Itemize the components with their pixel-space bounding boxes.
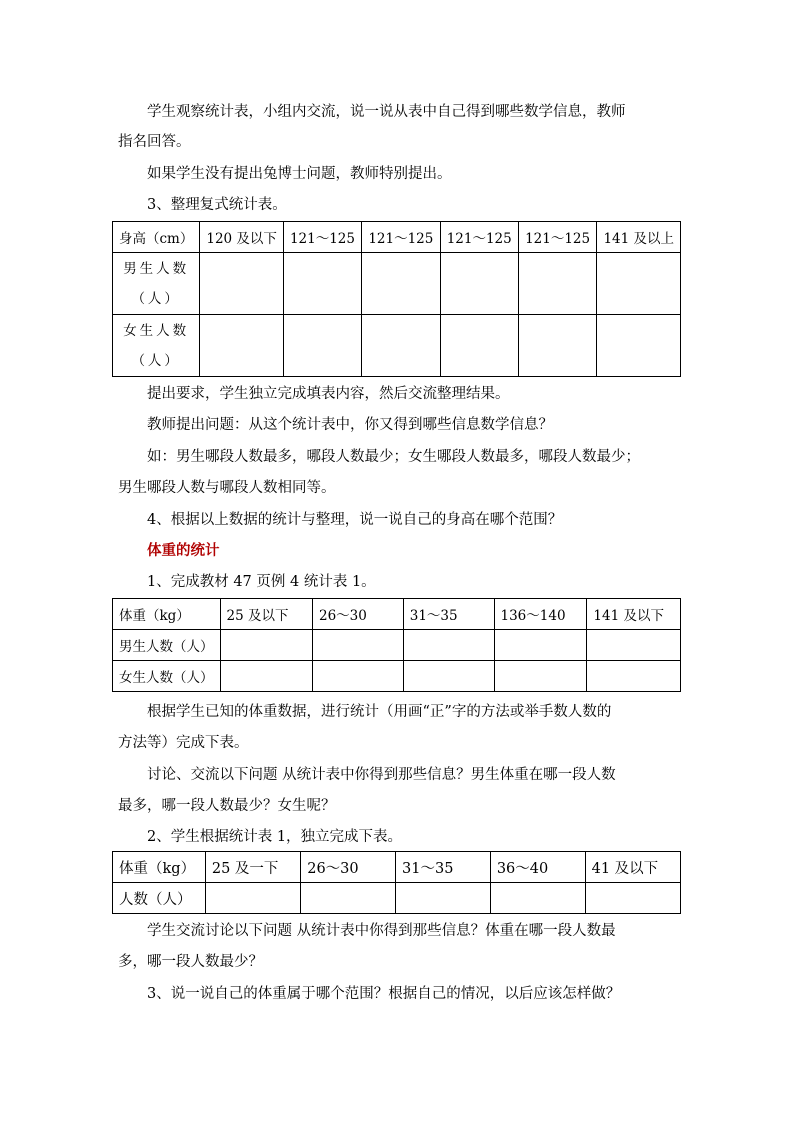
table-cell: 体重（kg） <box>113 599 221 630</box>
table-cell <box>587 630 681 661</box>
table-row <box>113 253 681 315</box>
paragraph-step4: 4、根据以上数据的统计与整理，说一说自己的身高在哪个范围？ <box>147 512 563 528</box>
paragraph-observe-cont: 指名回答。 <box>118 134 191 150</box>
table-cell <box>283 315 361 377</box>
weight-table-1-header <box>113 599 681 630</box>
table-cell: 120 及以下 <box>200 222 284 253</box>
table-row <box>113 661 681 692</box>
row-label-people: 人数（人） <box>113 883 206 914</box>
table-cell <box>200 253 284 315</box>
paragraph-observe: 学生观察统计表，小组内交流，说一说从表中自己得到哪些数学信息，教师 <box>147 104 626 120</box>
table-cell <box>362 253 440 315</box>
row-label-line: 男生人数 <box>123 260 190 277</box>
table-cell: 25 及一下 <box>205 852 300 883</box>
row-label-line: （人） <box>131 352 181 369</box>
table-cell: 141 及以下 <box>587 599 681 630</box>
table-cell <box>313 661 404 692</box>
table-cell <box>205 883 300 914</box>
table-cell <box>440 315 518 377</box>
weight-table-1 <box>112 598 681 692</box>
paragraph-stats-cont: 方法等）完成下表。 <box>118 735 249 751</box>
table-cell <box>301 883 396 914</box>
table-row <box>113 315 681 377</box>
paragraph-rabbit: 如果学生没有提出兔博士问题，教师特别提出。 <box>147 166 452 182</box>
table-cell: 体重（kg） <box>113 852 206 883</box>
paragraph-step3: 3、整理复式统计表。 <box>147 197 287 213</box>
table-cell <box>494 661 587 692</box>
table-cell: 26～30 <box>301 852 396 883</box>
weight-table-2-header <box>113 852 681 883</box>
section-heading: 体重的统计 <box>147 542 220 559</box>
table-cell: 身高（cm） <box>113 222 200 253</box>
row-label-girls: 女生人数（人） <box>113 661 221 692</box>
paragraph-requirement: 提出要求，学生独立完成填表内容，然后交流整理结果。 <box>147 386 510 402</box>
paragraph-exchange-cont: 多，哪一段人数最少？ <box>118 954 263 970</box>
paragraph-discuss-cont: 最多，哪一段人数最少？女生呢？ <box>118 798 336 814</box>
height-table-header <box>113 222 681 253</box>
table-cell: 26～30 <box>313 599 404 630</box>
table-cell: 41 及以下 <box>585 852 680 883</box>
table-cell <box>362 315 440 377</box>
table-cell: 141 及以上 <box>597 222 681 253</box>
paragraph-question: 教师提出问题：从这个统计表中，你又得到哪些信息数学信息？ <box>147 417 553 433</box>
table-cell <box>490 883 585 914</box>
paragraph-weight-step3: 3、说一说自己的体重属于哪个范围？根据自己的情况，以后应该怎样做？ <box>147 986 621 1002</box>
table-cell: 36～40 <box>490 852 585 883</box>
paragraph-discuss: 讨论、交流以下问题 从统计表中你得到那些信息？男生体重在哪一段人数 <box>147 767 616 783</box>
table-cell: 121～125 <box>283 222 361 253</box>
table-cell <box>519 315 597 377</box>
table-cell: 31～35 <box>396 852 491 883</box>
table-cell <box>519 253 597 315</box>
table-cell <box>440 253 518 315</box>
table-cell <box>585 883 680 914</box>
paragraph-exchange: 学生交流讨论以下问题 从统计表中你得到那些信息？体重在哪一段人数最 <box>147 923 616 939</box>
table-cell: 136～140 <box>494 599 587 630</box>
row-label-girls <box>113 315 200 377</box>
table-cell: 31～35 <box>403 599 494 630</box>
table-row <box>113 630 681 661</box>
table-cell <box>220 661 313 692</box>
weight-table-2 <box>112 851 681 914</box>
row-label-line: （人） <box>131 290 181 307</box>
table-cell <box>494 630 587 661</box>
table-cell <box>403 630 494 661</box>
table-cell <box>587 661 681 692</box>
row-label-boys: 男生人数（人） <box>113 630 221 661</box>
paragraph-example-cont: 男生哪段人数与哪段人数相同等。 <box>118 480 336 496</box>
row-label-line: 女生人数 <box>123 322 190 339</box>
table-cell: 121～125 <box>519 222 597 253</box>
table-row <box>113 883 681 914</box>
row-label-boys <box>113 253 200 315</box>
paragraph-weight-step1: 1、完成教材 47 页例 4 统计表 1。 <box>147 574 376 590</box>
table-cell <box>597 253 681 315</box>
paragraph-example: 如：男生哪段人数最多，哪段人数最少；女生哪段人数最多，哪段人数最少； <box>147 449 640 465</box>
table-cell <box>597 315 681 377</box>
table-cell <box>396 883 491 914</box>
paragraph-weight-step2: 2、学生根据统计表 1，独立完成下表。 <box>147 829 403 845</box>
table-cell <box>283 253 361 315</box>
table-cell <box>403 661 494 692</box>
paragraph-stats: 根据学生已知的体重数据，进行统计（用画“正”字的方法或举手数人数的 <box>147 704 612 720</box>
table-cell <box>220 630 313 661</box>
table-cell <box>313 630 404 661</box>
height-table <box>112 221 681 377</box>
table-cell: 121～125 <box>440 222 518 253</box>
table-cell <box>200 315 284 377</box>
table-cell: 25 及以下 <box>220 599 313 630</box>
table-cell: 121～125 <box>362 222 440 253</box>
